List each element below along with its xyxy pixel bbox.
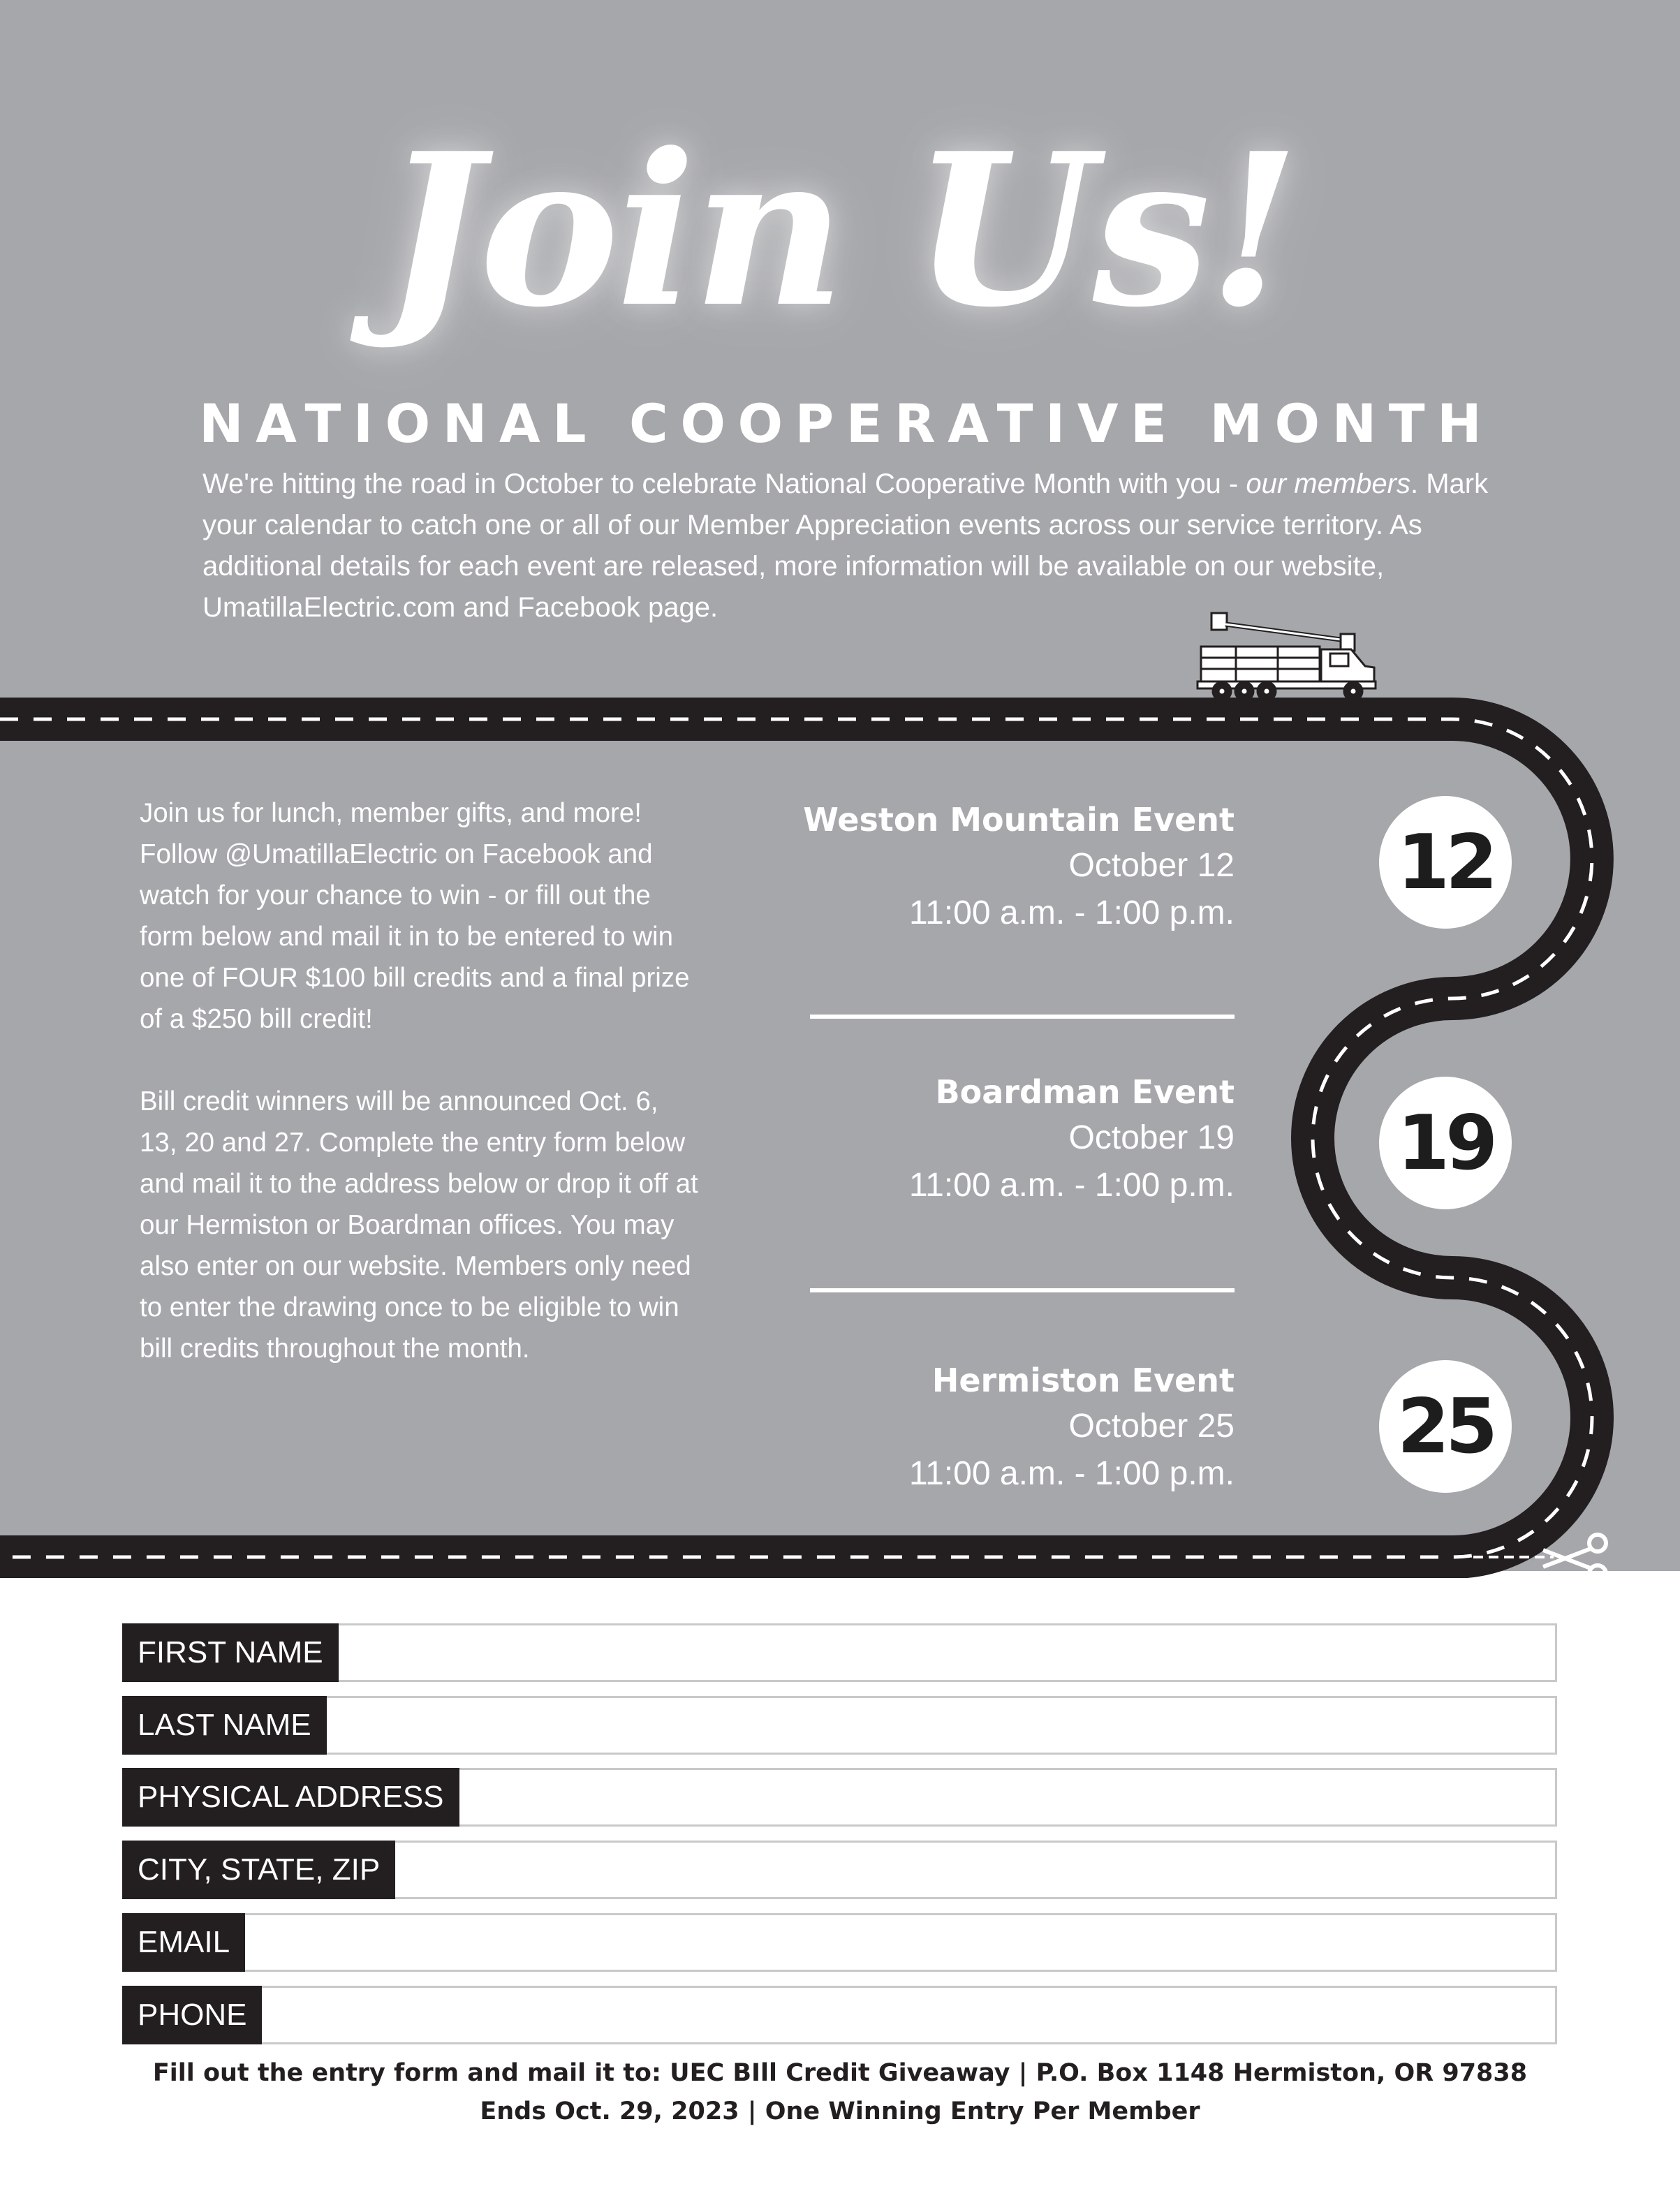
phone-label: PHONE <box>122 1986 262 2044</box>
day-badge-25: 25 <box>1379 1360 1512 1493</box>
footer-line-1: Fill out the entry form and mail it to: UEC BIll Credit Giveaway | P.O. Box 1148 Hermiston, OR 97838 <box>152 2059 1528 2087</box>
phone-field[interactable] <box>264 1992 1548 2040</box>
scissors-icon <box>1536 1531 1613 1586</box>
event-date: October 25 <box>1068 1408 1235 1445</box>
intro-text-start: We're hitting the road in October to celebrate National Cooperative Month with you - <box>202 469 1246 499</box>
headline-join-us: Join Us! <box>383 107 1297 353</box>
event-divider <box>810 1288 1235 1292</box>
footer-mailing-info <box>0 2054 1680 2131</box>
bucket-truck-icon <box>1194 606 1383 704</box>
event-divider <box>810 1015 1235 1019</box>
first-name-field[interactable] <box>334 1630 1548 1677</box>
email-label: EMAIL <box>122 1913 245 1972</box>
event-name: Hermiston Event <box>931 1362 1235 1399</box>
first-name-row <box>122 1623 1557 1682</box>
event-weston-mountain <box>746 797 1235 937</box>
event-time: 11:00 a.m. - 1:00 p.m. <box>908 1455 1235 1492</box>
details-text <box>140 792 698 1369</box>
day-badge-12: 12 <box>1379 796 1512 929</box>
phone-row <box>122 1986 1557 2044</box>
event-date: October 19 <box>1068 1119 1235 1156</box>
email-field[interactable] <box>264 1919 1548 1967</box>
event-time: 11:00 a.m. - 1:00 p.m. <box>908 894 1235 931</box>
details-paragraph-2: Bill credit winners will be announced Oct. 6, 13, 20 and 27. Complete the entry form below and mail it to the address below or drop it off at our Hermiston or Boardman offices. You may also enter on our website. Members only need to enter the drawing once to be eligible to win bill credits throughout the month. <box>140 1086 698 1364</box>
physical-address-label: PHYSICAL ADDRESS <box>122 1768 459 1827</box>
details-paragraph-1: Join us for lunch, member gifts, and more! Follow @UmatillaElectric on Facebook and watch for your chance to win - or fill out the form below and mail it in to be entered to win one of FOUR $100 bill credits and a final prize of a $250 bill credit! <box>140 798 690 1034</box>
subheadline: NATIONAL COOPERATIVE MONTH <box>199 392 1494 455</box>
event-hermiston <box>746 1358 1235 1498</box>
city-state-zip-row <box>122 1841 1557 1899</box>
intro-text-emphasis: our members <box>1246 469 1410 499</box>
physical-address-row <box>122 1768 1557 1827</box>
last-name-label: LAST NAME <box>122 1696 327 1755</box>
last-name-field[interactable] <box>334 1702 1548 1750</box>
event-time: 11:00 a.m. - 1:00 p.m. <box>908 1167 1235 1204</box>
footer-line-2: Ends Oct. 29, 2023 | One Winning Entry Per Member <box>480 2097 1200 2125</box>
physical-address-field[interactable] <box>445 1774 1548 1822</box>
event-boardman <box>746 1070 1235 1209</box>
intro-text-end: . Mark your calendar to catch one or all of our Member Appreciation events across our service territory. As additional details for each event are released, more information will be available on our website, UmatillaElectric.com and Facebook page. <box>202 469 1489 623</box>
first-name-label: FIRST NAME <box>122 1623 339 1682</box>
email-row <box>122 1913 1557 1972</box>
city-state-zip-field[interactable] <box>390 1847 1548 1894</box>
event-name: Boardman Event <box>935 1073 1235 1111</box>
event-date: October 12 <box>1068 847 1235 884</box>
city-state-zip-label: CITY, STATE, ZIP <box>122 1841 395 1899</box>
event-name: Weston Mountain Event <box>803 801 1235 839</box>
day-badge-19: 19 <box>1379 1077 1512 1209</box>
last-name-row <box>122 1696 1557 1755</box>
